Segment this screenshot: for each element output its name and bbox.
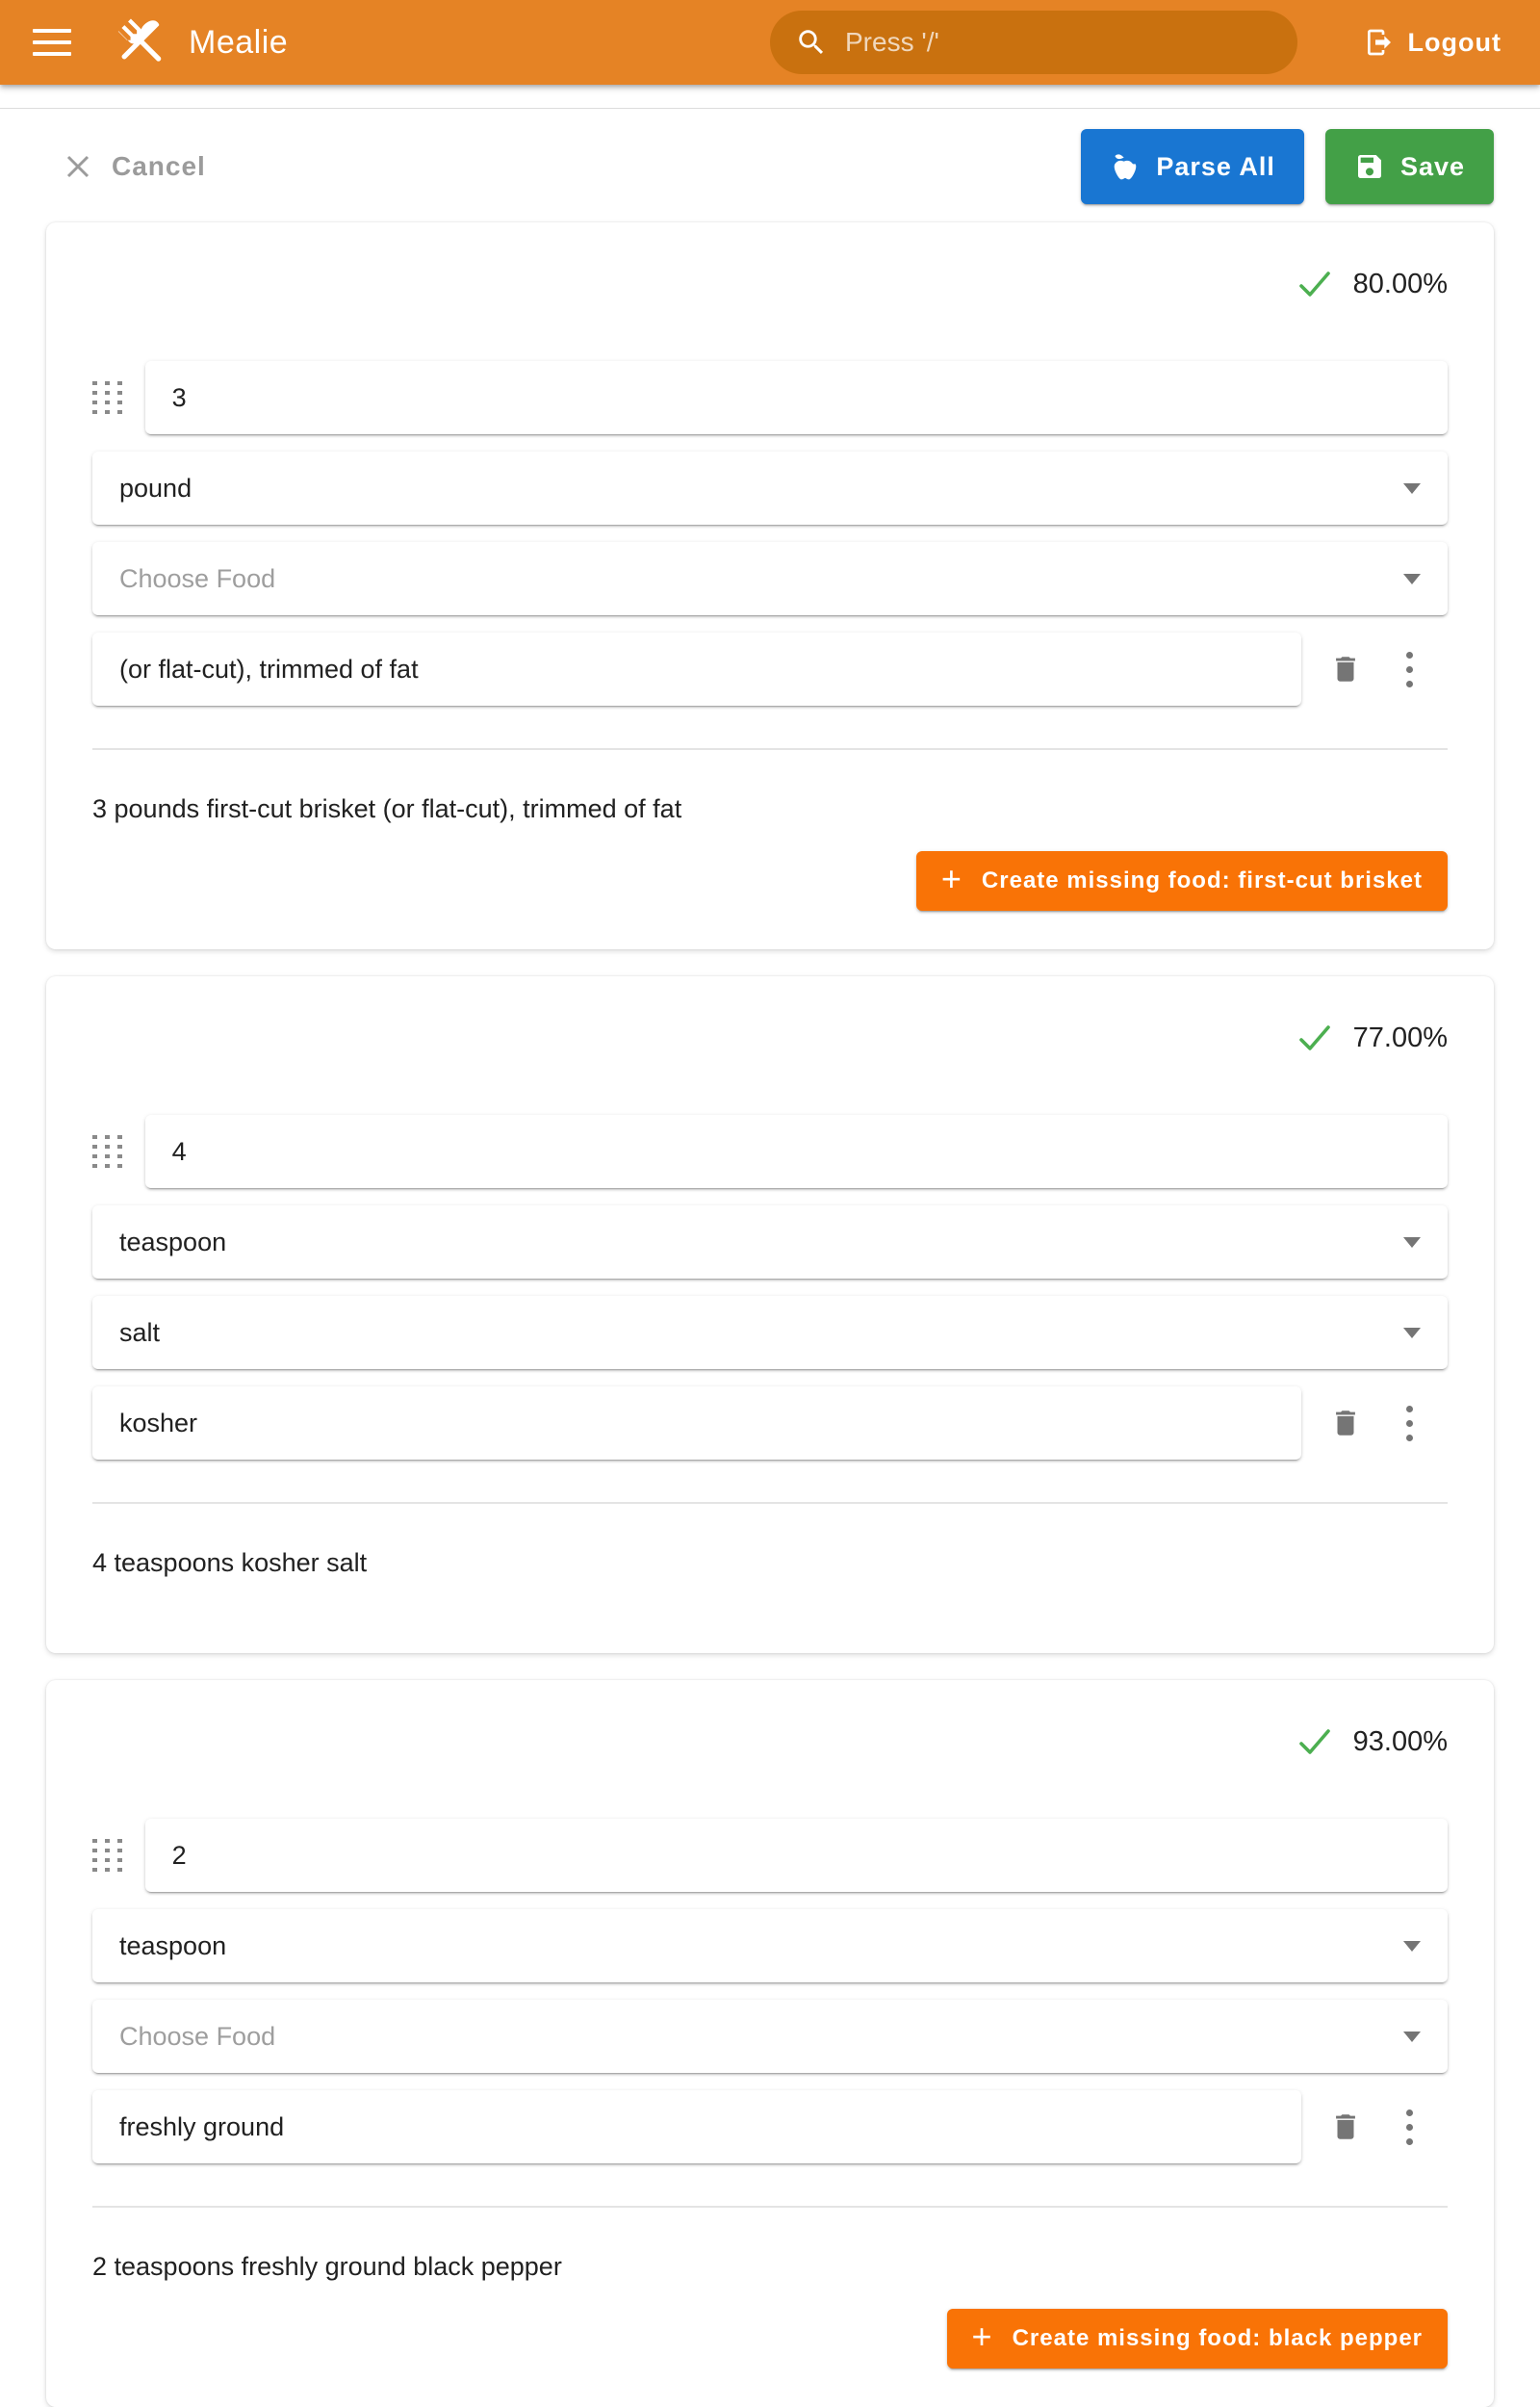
note-input[interactable]	[119, 655, 1274, 685]
unit-row	[92, 1909, 1448, 1982]
card-divider	[92, 748, 1448, 750]
cancel-label: Cancel	[112, 151, 206, 181]
create-missing-food-label: Create missing food: black pepper	[1012, 2325, 1423, 2351]
original-ingredient-text: 2 teaspoons freshly ground black pepper	[92, 2252, 562, 2281]
drag-handle-icon[interactable]	[92, 1135, 124, 1168]
food-placeholder: Choose Food	[119, 2021, 276, 2051]
unit-value: teaspoon	[119, 1227, 227, 1256]
kebab-menu-icon[interactable]	[1399, 648, 1421, 691]
food-select[interactable]	[92, 542, 1448, 615]
food-placeholder: Choose Food	[119, 563, 276, 593]
confidence-row	[92, 1019, 1448, 1057]
trash-icon	[1329, 1407, 1362, 1439]
close-icon	[64, 152, 92, 181]
create-missing-food-button[interactable]	[916, 851, 1448, 911]
delete-button[interactable]	[1325, 1403, 1366, 1443]
food-select[interactable]	[92, 2000, 1448, 2073]
chevron-down-icon	[1403, 1328, 1421, 1338]
trash-icon	[1329, 2110, 1362, 2143]
note-field	[92, 633, 1301, 706]
quantity-row	[92, 1819, 1448, 1892]
quantity-field	[145, 1819, 1448, 1892]
hamburger-menu-icon[interactable]	[33, 20, 77, 65]
quantity-input[interactable]	[172, 1841, 1421, 1871]
food-row	[92, 1296, 1448, 1369]
quantity-field	[145, 1115, 1448, 1188]
quantity-row	[92, 1115, 1448, 1188]
quantity-input[interactable]	[172, 1137, 1421, 1167]
card-divider	[92, 1502, 1448, 1504]
original-ingredient-text: 4 teaspoons kosher salt	[92, 1548, 368, 1577]
card-divider	[92, 2206, 1448, 2208]
ingredient-card	[46, 1680, 1494, 2407]
parse-all-label: Parse All	[1156, 151, 1275, 181]
quantity-input[interactable]	[172, 383, 1421, 413]
note-row	[92, 2090, 1448, 2163]
save-button[interactable]	[1325, 129, 1494, 204]
food-row	[92, 2000, 1448, 2073]
confidence-row	[92, 265, 1448, 303]
logout-label: Logout	[1407, 27, 1502, 57]
check-icon	[1296, 1722, 1334, 1761]
check-icon	[1296, 1019, 1334, 1057]
plus-icon: +	[971, 2316, 993, 2356]
parse-all-button[interactable]	[1081, 129, 1304, 204]
apple-icon	[1110, 151, 1141, 182]
quantity-row	[92, 361, 1448, 434]
unit-select[interactable]	[92, 1205, 1448, 1279]
cancel-button[interactable]	[46, 140, 223, 194]
drag-handle-icon[interactable]	[92, 1839, 124, 1872]
chevron-down-icon	[1403, 574, 1421, 584]
chevron-down-icon	[1403, 483, 1421, 494]
drag-handle-icon[interactable]	[92, 381, 124, 414]
unit-row	[92, 1205, 1448, 1279]
unit-value: pound	[119, 473, 192, 503]
unit-value: teaspoon	[119, 1930, 227, 1960]
food-value: salt	[119, 1317, 161, 1347]
ingredient-card	[46, 222, 1494, 949]
note-row	[92, 633, 1448, 706]
unit-select[interactable]	[92, 452, 1448, 525]
trash-icon	[1329, 653, 1362, 686]
parser-toolbar	[0, 109, 1540, 205]
search-input[interactable]	[845, 27, 1272, 58]
confidence-row	[92, 1722, 1448, 1761]
kebab-menu-icon[interactable]	[1399, 2106, 1421, 2149]
search-bar[interactable]	[770, 11, 1297, 74]
food-row	[92, 542, 1448, 615]
food-select[interactable]	[92, 1296, 1448, 1369]
app-title: Mealie	[189, 23, 289, 61]
create-missing-food-button[interactable]	[947, 2309, 1448, 2368]
note-row	[92, 1386, 1448, 1460]
mealie-logo-icon[interactable]	[112, 12, 173, 73]
logout-button[interactable]	[1358, 17, 1507, 67]
note-field	[92, 2090, 1301, 2163]
chevron-down-icon	[1403, 1941, 1421, 1952]
confidence-value: 93.00%	[1352, 1725, 1448, 1757]
chevron-down-icon	[1403, 1237, 1421, 1248]
create-missing-food-label: Create missing food: first-cut brisket	[981, 867, 1423, 893]
unit-row	[92, 452, 1448, 525]
app-bar	[0, 0, 1540, 85]
logout-icon	[1364, 27, 1395, 58]
confidence-value: 77.00%	[1352, 1022, 1448, 1053]
delete-button[interactable]	[1325, 2107, 1366, 2147]
chevron-down-icon	[1403, 2032, 1421, 2042]
check-icon	[1296, 265, 1334, 303]
note-input[interactable]	[119, 2112, 1274, 2142]
ingredient-card	[46, 976, 1494, 1653]
plus-icon: +	[940, 859, 962, 898]
delete-button[interactable]	[1325, 649, 1366, 689]
note-field	[92, 1386, 1301, 1460]
kebab-menu-icon[interactable]	[1399, 1402, 1421, 1445]
save-icon	[1354, 151, 1385, 182]
confidence-value: 80.00%	[1352, 268, 1448, 299]
original-ingredient-text: 3 pounds first-cut brisket (or flat-cut), trimmed of fat	[92, 794, 682, 823]
search-icon	[795, 26, 828, 59]
quantity-field	[145, 361, 1448, 434]
save-label: Save	[1399, 151, 1465, 181]
unit-select[interactable]	[92, 1909, 1448, 1982]
note-input[interactable]	[119, 1409, 1274, 1438]
